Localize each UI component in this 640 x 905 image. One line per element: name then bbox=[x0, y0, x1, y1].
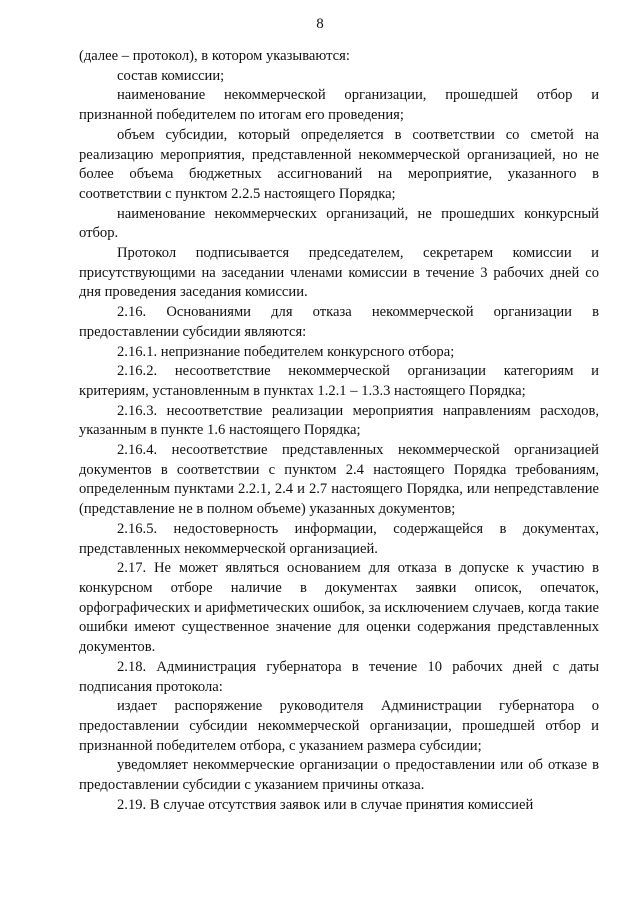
paragraph-2-16-3: 2.16.3. несоответствие реализации мероприятия направлениям расходов, указанным в пункте 1.6 настоящего Порядка; bbox=[79, 402, 599, 439]
page-number: 8 bbox=[316, 16, 324, 32]
paragraph-2-16-2: 2.16.2. несоответствие некоммерческой организации категориям и критериям, установленным в пунктах 1.2.1 – 1.3.3 настоящего Порядка; bbox=[79, 363, 599, 399]
paragraph-subsidy-volume: объем субсидии, который определяется в соответствии со сметой на реализацию мероприятия, представленной некоммерческой организацией, но не более объема бюджетных ассигнований на мероприятие, указанного в соответствии с пунктом 2.2.5 настоящего Порядка; bbox=[79, 126, 599, 202]
paragraph-order-issue: издает распоряжение руководителя Администрации губернатора о предоставлении субсидии некоммерческой организации, прошедшей отбор и признанной победителем отбора, с указанием размера субсидии; bbox=[79, 698, 599, 754]
paragraph-2-16: 2.16. Основаниями для отказа некоммерческой организации в предоставлении субсидии являются: bbox=[79, 304, 599, 340]
paragraph-winner-name: наименование некоммерческой организации, прошедшей отбор и признанной победителем по итогам его проведения; bbox=[79, 87, 599, 124]
paragraph-2-16-5: 2.16.5. недостоверность информации, содержащейся в документах, представленных некоммерческой организацией. bbox=[79, 520, 599, 557]
paragraph-2-16-1: 2.16.1. непризнание победителем конкурсного отбора; bbox=[117, 343, 455, 360]
paragraph-commission-composition: состав комиссии; bbox=[117, 67, 225, 84]
paragraph-protocol-intro: (далее – протокол), в котором указываются: bbox=[79, 48, 350, 64]
paragraph-2-19: 2.19. В случае отсутствия заявок или в случае принятия комиссией bbox=[117, 796, 534, 813]
document-body bbox=[79, 47, 599, 815]
paragraph-2-18: 2.18. Администрация губернатора в течение 10 рабочих дней с даты подписания протокола: bbox=[79, 658, 599, 695]
paragraph-2-16-4: 2.16.4. несоответствие представленных некоммерческой организацией документов в соответствии с пунктом 2.4 настоящего Порядка требованиям, определенным пунктами 2.2.1, 2.4 и 2.7 настоящего Порядка, или непредставление (представление не в полном объеме) указанных документов; bbox=[79, 442, 599, 518]
paragraph-protocol-signing: Протокол подписывается председателем, секретарем комиссии и присутствующими на заседании членами комиссии в течение 3 рабочих дней со дня проведения заседания комиссии. bbox=[79, 245, 599, 301]
paragraph-notification: уведомляет некоммерческие организации о предоставлении или об отказе в предоставлении субсидии с указанием причины отказа. bbox=[79, 757, 599, 794]
paragraph-2-17: 2.17. Не может являться основанием для отказа в допуске к участию в конкурсном отборе наличие в документах заявки описок, опечаток, орфографических и арифметических ошибок, за исключением случаев, когда такие ошибки имеют существенное значение для оценки содержания представленных документов. bbox=[79, 560, 599, 656]
paragraph-rejected-organizations: наименование некоммерческих организаций, не прошедших конкурсный отбор. bbox=[79, 205, 599, 242]
